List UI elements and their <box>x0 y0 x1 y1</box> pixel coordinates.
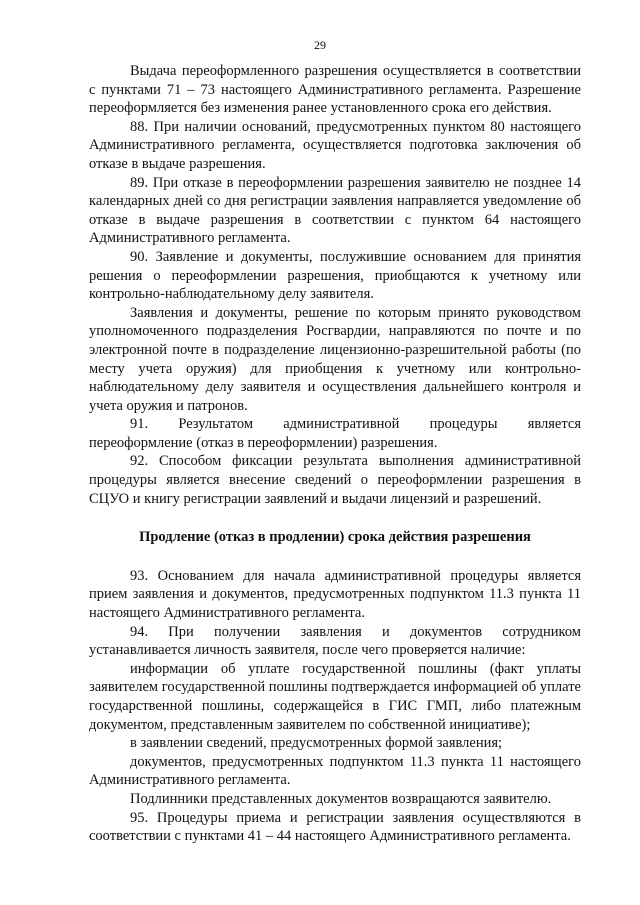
paragraph-88: 88. При наличии оснований, предусмотренных пунктом 80 настоящего Административного регламента, осуществляется подготовка заключения об отказе в выдаче разрешения. <box>89 118 581 172</box>
paragraph-reissue-delivery: Выдача переоформленного разрешения осуществляется в соответствии с пунктами 71 – 73 настоящего Административного регламента. Разрешение переоформляется без изменения ранее установленного срока его действия. <box>89 63 581 117</box>
section-heading: Продление (отказ в продлении) срока действия разрешения <box>139 529 531 546</box>
paragraph-94-form-info: в заявлении сведений, предусмотренных формой заявления; <box>130 735 503 752</box>
paragraph-92: 92. Способом фиксации результата выполнения административной процедуры является внесение сведений о переоформлении разрешения в СЦУО и книгу регистрации заявлений и выдачи лицензий и разрешений. <box>89 453 581 507</box>
paragraph-90: 90. Заявление и документы, послужившие основанием для принятия решения о переоформлении разрешения, приобщаются к учетному или контрольно-наблюдательному делу заявителя. <box>89 248 581 303</box>
paragraph-91: 91. Результатом административной процедуры является переоформление (отказ в переоформлении) разрешения. <box>89 416 581 451</box>
page-number: 29 <box>314 38 326 52</box>
paragraph-93: 93. Основанием для начала административной процедуры является прием заявления и документов, предусмотренных подпунктом 11.3 пункта 11 настоящего Административного регламента. <box>89 567 581 622</box>
paragraph-94-documents: документов, предусмотренных подпунктом 11.3 пункта 11 настоящего Административного регламента. <box>89 753 581 789</box>
paragraph-90-continued: Заявления и документы, решение по которым принято руководством уполномоченного подразделения Росгвардии, направляются по почте и по электронной почте в подразделение лицензионно-разрешительной работы (по месту учета оружия) для приобщения к учетному или контрольно-наблюдательному делу заявителя и осуществления дальнейшего контроля и учета оружия и патронов. <box>89 304 581 414</box>
paragraph-94: 94. При получении заявления и документов сотрудником устанавливается личность заявителя, после чего проверяется наличие: <box>89 623 581 659</box>
document-body <box>89 62 581 846</box>
paragraph-94-fee-info: информации об уплате государственной пошлины (факт уплаты заявителем государственной пошлины подтверждается информацией об уплате государственной пошлины, содержащейся в ГИС ГМП, либо платежным документом, представленным заявителем по собственной инициативе); <box>89 660 581 733</box>
paragraph-95: 95. Процедуры приема и регистрации заявления осуществляются в соответствии с пунктами 41 – 44 настоящего Административного регламента. <box>89 809 581 845</box>
paragraph-originals-returned: Подлинники представленных документов возвращаются заявителю. <box>130 790 552 807</box>
paragraph-89: 89. При отказе в переоформлении разрешения заявителю не позднее 14 календарных дней со дня регистрации заявления направляется уведомление об отказе в выдаче разрешения в соответствии с пунктом 64 настоящего Административного регламента. <box>89 174 581 247</box>
